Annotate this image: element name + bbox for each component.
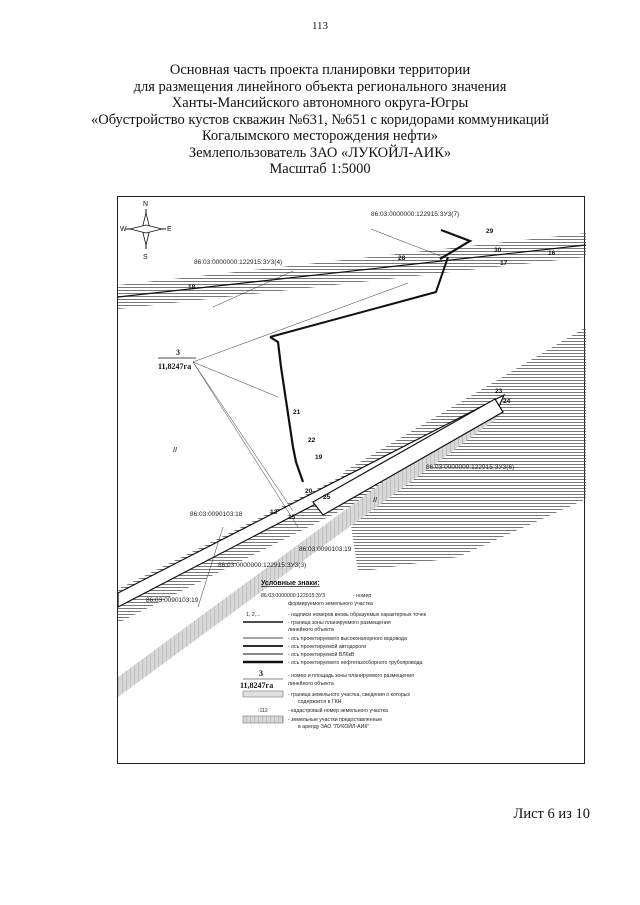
roman-label-a: II <box>173 447 177 454</box>
point-21: 21 <box>293 409 301 416</box>
parcel-label-p19b: 86:03:0090103:19 <box>146 597 199 604</box>
legend-sym-0: 86:03:0000000:122915:ЗУ3 <box>261 593 326 599</box>
roman-label-b: II <box>373 497 377 504</box>
point-15: 15 <box>288 514 296 521</box>
legend-text-9: - номер и площадь зоны планируемого размещения <box>288 673 414 679</box>
legend-text-6: - ось проектируемой автодороги <box>288 644 366 650</box>
title-line-2: для размещения линейного объекта регионального значения <box>133 78 507 95</box>
legend-text-2: - надписи номеров вновь образуемых характерных точек <box>288 612 426 618</box>
point-17: 17 <box>500 260 508 267</box>
leader-line-6 <box>371 229 443 257</box>
point-23: 23 <box>495 388 503 395</box>
sheet-number: Лист 6 из 10 <box>513 806 590 822</box>
map-canvas <box>118 197 586 765</box>
point-22: 22 <box>308 437 316 444</box>
title-line-7: Масштаб 1:5000 <box>269 161 371 177</box>
legend-sym-10: 11,8247га <box>240 681 274 690</box>
point-18: 18 <box>188 284 196 291</box>
legend-sym-2: 1, 2,... <box>246 612 261 618</box>
parcel-label-p18: 86:03:0090103:18 <box>190 511 243 518</box>
zone-area: 11,8247га <box>158 362 192 371</box>
legend-text-15: в аренду ЗАО "ЛУКОЙЛ-АИК" <box>298 724 370 730</box>
right-hatched-area <box>343 327 586 572</box>
legend-text-4: линейного объекта <box>288 627 334 633</box>
point-25: 25 <box>323 494 331 501</box>
parcel-label-zu7: 86:03:0000000:122915:ЗУ3(7) <box>371 211 460 218</box>
legend-text-10: линейного объекта <box>288 681 334 687</box>
compass-w: W <box>120 226 127 233</box>
parcel-label-zu6: 86:03:0000000:122915:ЗУ3(6) <box>426 464 515 471</box>
leader-line-2 <box>193 362 293 511</box>
zone-number: 3 <box>176 348 180 357</box>
compass-icon <box>120 201 172 261</box>
point-16: 16 <box>548 250 556 257</box>
point-29: 29 <box>486 228 494 235</box>
document-title <box>0 62 640 178</box>
title-line-5: Когалымского месторождения нефти» <box>201 128 439 144</box>
legend-sym-9: 3 <box>259 669 263 678</box>
page-number: 113 <box>311 20 329 32</box>
point-13: 13 <box>270 509 278 516</box>
title-line-1: Основная часть проекта планировки территории <box>169 62 471 78</box>
title-line-3: Ханты-Мансийского автономного округа-Югры <box>171 95 469 111</box>
parcel-label-p19a: 86:03:0090103:19 <box>299 546 352 553</box>
legend-text-5: - ось проектируемого высоконапорного водовода <box>288 636 407 642</box>
point-19: 19 <box>315 454 323 461</box>
parcel-label-zu3: 86:03:0000000:122915:ЗУ3(3) <box>218 562 307 569</box>
legend-text-7: - ось проектируемой ВЛ6кВ <box>288 652 355 658</box>
point-24: 24 <box>503 398 511 405</box>
legend-text-0: - номер <box>353 593 372 599</box>
leader-line-4 <box>193 362 278 397</box>
legend-text-3: - граница зоны планируемого размещения <box>288 620 391 626</box>
legend-title: Условные знаки: <box>261 580 320 587</box>
leader-line-3 <box>193 362 298 527</box>
compass-e: E <box>167 226 172 233</box>
title-line-6: Землепользователь ЗАО «ЛУКОЙЛ-АИК» <box>188 144 452 161</box>
legend-text-13: - кадастровый номер земельного участка <box>288 708 388 714</box>
point-20: 20 <box>305 488 313 495</box>
legend-swatch-11 <box>243 691 283 697</box>
legend-text-14: - земельные участки предоставленные <box>288 717 383 723</box>
parcel-label-zu4: 86:03:0000000:122915:ЗУ3(4) <box>194 259 283 266</box>
legend-sym-13: :112 <box>258 708 268 714</box>
point-28: 28 <box>398 255 406 262</box>
legend-text-1: формируемого земельного участка <box>288 601 373 607</box>
legend-text-8: - ось проектируемого нефтегазосборного трубопровода <box>288 660 423 666</box>
planning-map <box>117 196 585 764</box>
point-30: 30 <box>494 247 502 254</box>
legend-text-11: - граница земельного участка, сведения о которых <box>288 692 411 698</box>
title-line-4: «Обустройство кустов скважин №631, №651 с коридорами коммуникаций <box>90 111 550 128</box>
legend <box>240 580 427 730</box>
legend-text-12: содержатся в ГКН <box>298 699 342 705</box>
compass-s: S <box>143 254 148 261</box>
legend-swatch-14 <box>243 716 283 723</box>
compass-n: N <box>143 201 149 208</box>
